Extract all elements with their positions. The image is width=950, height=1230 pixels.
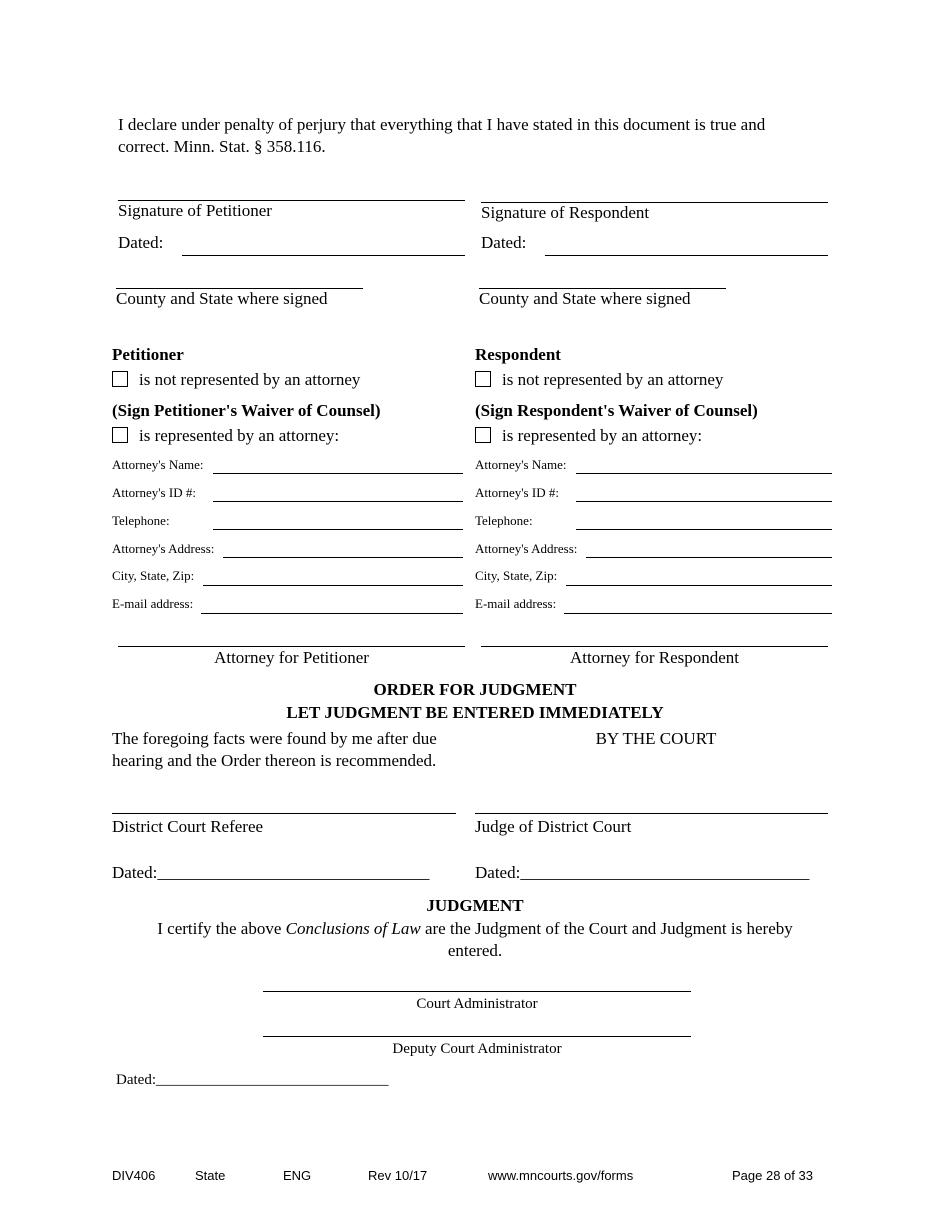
judgment-dated-field[interactable]: Dated:_______________________________ [116, 1072, 389, 1088]
certify-prefix: I certify the above [157, 919, 286, 938]
attorney-for-respondent-label: Attorney for Respondent [569, 648, 740, 667]
petitioner-email-field[interactable] [201, 613, 463, 614]
respondent-address-label: Attorney's Address: [475, 541, 578, 556]
petitioner-email-label: E-mail address: [112, 596, 194, 611]
declaration-line-2: correct. Minn. Stat. § 358.116. [118, 137, 326, 156]
respondent-dated-label: Dated: [481, 233, 527, 252]
footer-form-id: DIV406 [112, 1168, 156, 1183]
judgment-certify-line-2: entered. [447, 941, 503, 960]
declaration-line-1: I declare under penalty of perjury that everything that I have stated in this document is true and [118, 115, 766, 134]
respondent-attorney-id-field[interactable] [576, 501, 832, 502]
judgment-title: JUDGMENT [426, 896, 524, 915]
respondent-email-label: E-mail address: [475, 596, 557, 611]
judge-dated-field[interactable]: Dated:__________________________________ [475, 863, 810, 882]
respondent-attorney-name-label: Attorney's Name: [475, 457, 567, 472]
respondent-city-field[interactable] [566, 585, 832, 586]
respondent-represented-checkbox[interactable] [475, 427, 491, 443]
petitioner-waiver-label: (Sign Petitioner's Waiver of Counsel) [112, 401, 381, 420]
deputy-administrator-label: Deputy Court Administrator [392, 1041, 562, 1057]
foregoing-line-2: hearing and the Order thereon is recommended. [112, 751, 437, 770]
respondent-heading: Respondent [475, 345, 561, 364]
certify-suffix: are the Judgment of the Court and Judgment is hereby [420, 919, 793, 938]
petitioner-city-label: City, State, Zip: [112, 568, 195, 583]
petitioner-telephone-field[interactable] [213, 529, 463, 530]
footer-language: ENG [283, 1168, 312, 1183]
by-the-court-label: BY THE COURT [595, 729, 717, 748]
respondent-not-represented-label: is not represented by an attorney [502, 370, 724, 389]
respondent-email-field[interactable] [564, 613, 832, 614]
footer-state: State [195, 1168, 226, 1183]
declaration-text [118, 114, 838, 158]
certify-italic: Conclusions of Law [285, 919, 421, 938]
deputy-administrator-signature-line[interactable] [263, 1036, 691, 1037]
petitioner-not-represented-checkbox[interactable] [112, 371, 128, 387]
referee-signature-line[interactable] [112, 813, 456, 814]
petitioner-attorney-name-label: Attorney's Name: [112, 457, 204, 472]
foregoing-text [112, 728, 482, 772]
court-administrator-signature-line[interactable] [263, 991, 691, 992]
petitioner-dated-label: Dated: [118, 233, 164, 252]
petitioner-dated-line[interactable] [182, 255, 465, 256]
judgment-certify-text [0, 918, 950, 940]
court-administrator-label: Court Administrator [416, 996, 538, 1012]
petitioner-city-field[interactable] [203, 585, 463, 586]
petitioner-telephone-label: Telephone: [112, 513, 170, 528]
respondent-not-represented-checkbox[interactable] [475, 371, 491, 387]
judge-label: Judge of District Court [475, 817, 632, 836]
footer-page-number: Page 28 of 33 [732, 1168, 813, 1183]
respondent-telephone-label: Telephone: [475, 513, 533, 528]
petitioner-attorney-id-field[interactable] [213, 501, 463, 502]
petitioner-attorney-name-field[interactable] [213, 473, 463, 474]
petitioner-represented-checkbox[interactable] [112, 427, 128, 443]
petitioner-heading: Petitioner [112, 345, 184, 364]
respondent-signature-label: Signature of Respondent [481, 203, 650, 222]
judge-signature-line[interactable] [475, 813, 828, 814]
respondent-attorney-id-label: Attorney's ID #: [475, 485, 559, 500]
respondent-county-label: County and State where signed [479, 289, 691, 308]
order-subtitle: LET JUDGMENT BE ENTERED IMMEDIATELY [286, 703, 664, 722]
petitioner-not-represented-label: is not represented by an attorney [139, 370, 361, 389]
petitioner-address-field[interactable] [223, 557, 463, 558]
referee-dated-field[interactable]: Dated:________________________________ [112, 863, 430, 882]
footer-url[interactable]: www.mncourts.gov/forms [488, 1168, 634, 1183]
referee-label: District Court Referee [112, 817, 264, 836]
petitioner-attorney-id-label: Attorney's ID #: [112, 485, 196, 500]
respondent-address-field[interactable] [586, 557, 832, 558]
attorney-for-petitioner-label: Attorney for Petitioner [214, 648, 369, 667]
footer-revision: Rev 10/17 [368, 1168, 428, 1183]
respondent-telephone-field[interactable] [576, 529, 832, 530]
order-title: ORDER FOR JUDGMENT [373, 680, 577, 699]
petitioner-county-label: County and State where signed [116, 289, 328, 308]
petitioner-address-label: Attorney's Address: [112, 541, 215, 556]
respondent-city-label: City, State, Zip: [475, 568, 558, 583]
respondent-waiver-label: (Sign Respondent's Waiver of Counsel) [475, 401, 758, 420]
foregoing-line-1: The foregoing facts were found by me after due [112, 729, 437, 748]
petitioner-represented-label: is represented by an attorney: [139, 426, 340, 445]
respondent-dated-line[interactable] [545, 255, 828, 256]
petitioner-signature-label: Signature of Petitioner [118, 201, 272, 220]
respondent-represented-label: is represented by an attorney: [502, 426, 703, 445]
respondent-attorney-name-field[interactable] [576, 473, 832, 474]
